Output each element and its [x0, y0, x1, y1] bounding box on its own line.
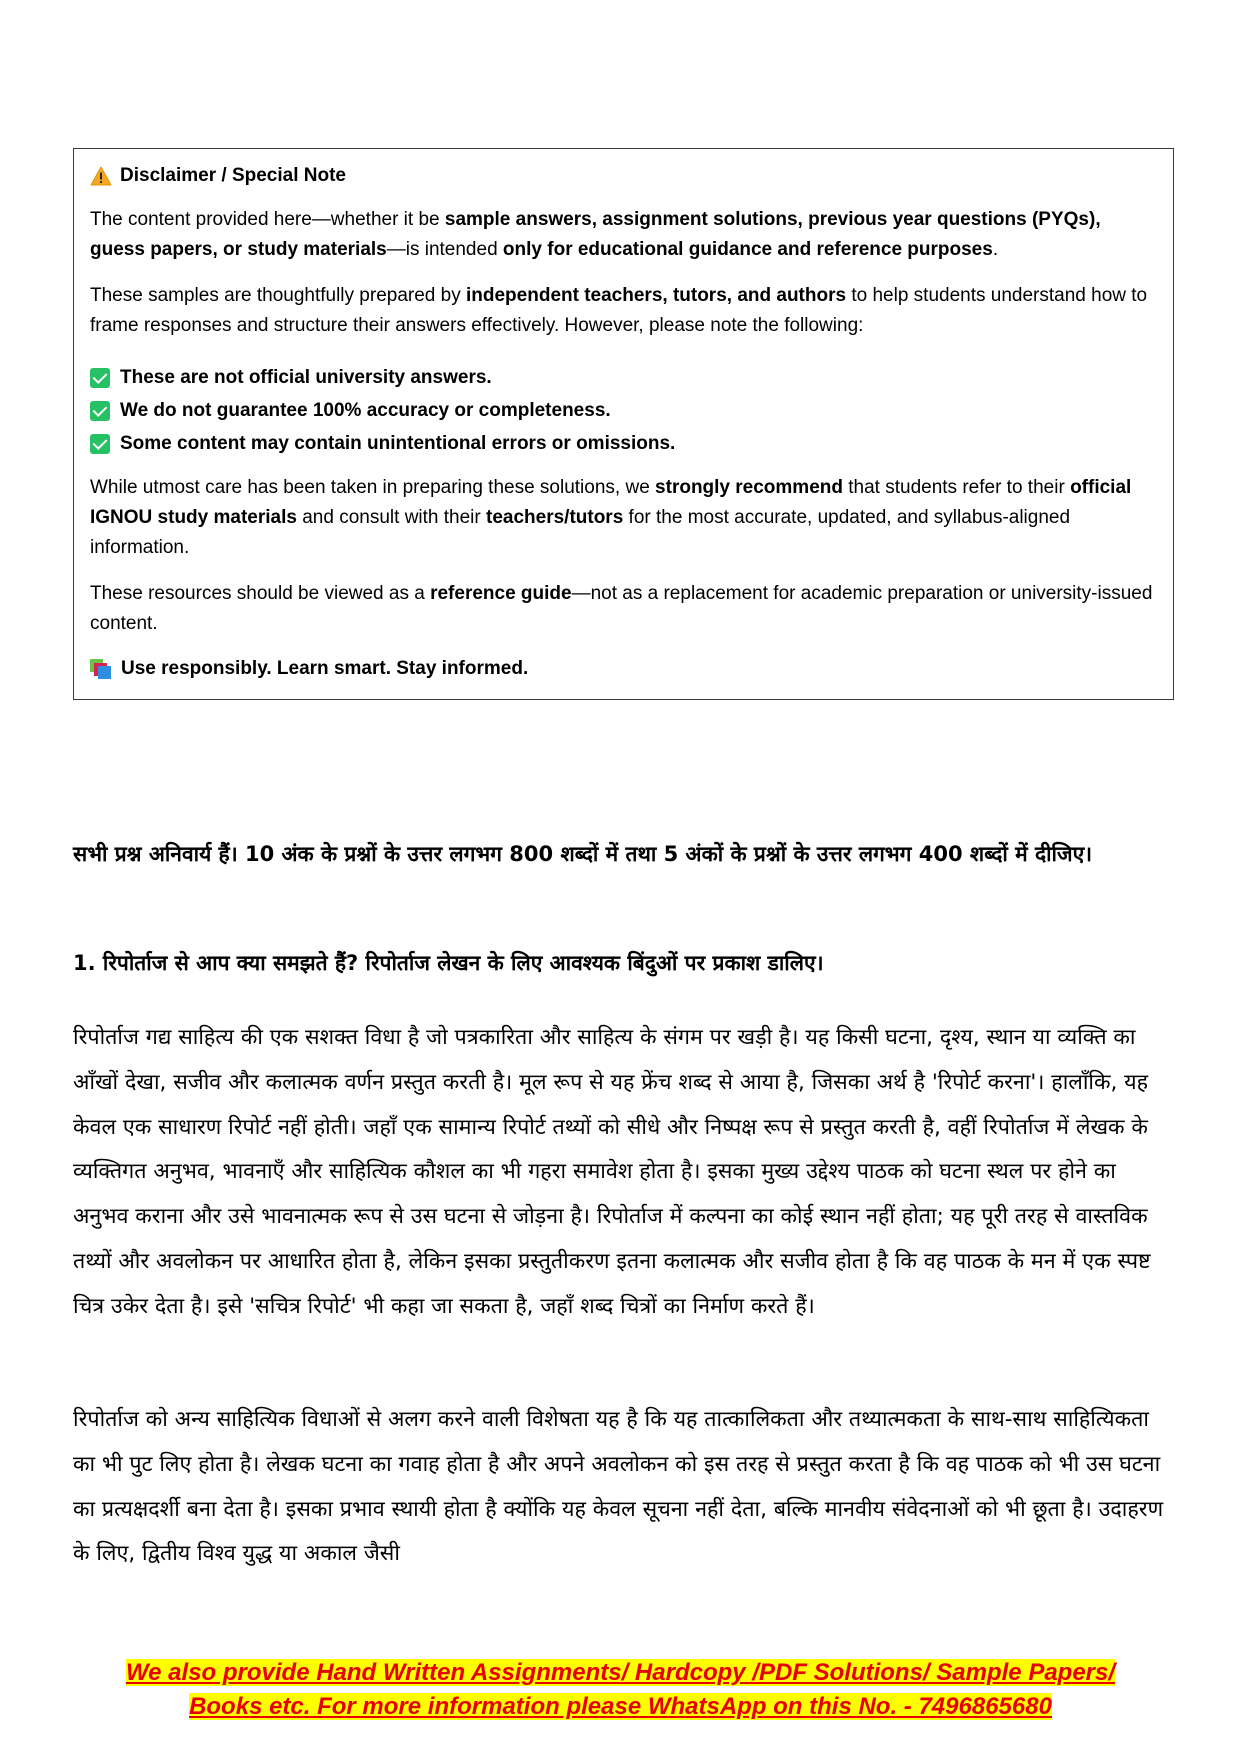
answer-paragraph-1: रिपोर्ताज गद्य साहित्य की एक सशक्त विधा है जो पत्रकारिता और साहित्य के संगम पर खड़ी है। यह किसी घटना, दृश्य, स्थान या व्यक्ति का आँखों देखा, सजीव और कलात्मक वर्णन प्रस्तुत करती है। मूल रूप से यह फ्रेंच शब्द से आया है, जिसका अर्थ है 'रिपोर्ट करना'। हालाँकि, यह केवल एक साधारण रिपोर्ट नहीं होती। जहाँ एक सामान्य रिपोर्ट तथ्यों को सीधे और निष्पक्ष रूप से प्रस्तुत करती है, वहीं रिपोर्ताज में लेखक के व्यक्तिगत अनुभव, भावनाएँ और साहित्यिक कौशल का भी गहरा समावेश होता है। इसका मुख्य उद्देश्य पाठक को घटना स्थल पर होने का अनुभव कराना और उसे भावनात्मक रूप से उस घटना से जोड़ना है। रिपोर्ताज में कल्पना का कोई स्थान नहीं होता; यह पूरी तरह से वास्तविक तथ्यों और अवलोकन पर आधारित होता है, लेकिन इसका प्रस्तुतीकरण इतना कलात्मक और सजीव होता है कि वह पाठक के मन में एक स्पष्ट चित्र उकेर देता है। इसे 'सचित्र रिपोर्ट' भी कहा जा सकता है, जहाँ शब्द चित्रों का निर्माण करते हैं। [73, 1025, 1151, 1319]
check-item-no-guarantee [90, 394, 1160, 427]
text-run: . [992, 239, 999, 260]
bold-text-run: reference guide [430, 583, 572, 604]
text-run: —not as a replacement for academic preparation or university-issued content. [90, 583, 1153, 634]
promo-banner [0, 1656, 1241, 1724]
bold-text-run: official IGNOU study materials [90, 477, 1132, 528]
bold-text-run: sample answers, assignment solutions, previous year questions (PYQs), guess papers, or study materials [90, 209, 1101, 260]
check-item-text: Some content may contain unintentional errors or omissions. [120, 432, 676, 454]
text-run: While utmost care has been taken in preparing these solutions, we [90, 477, 656, 498]
disclaimer-paragraph-reference-guide [90, 579, 1160, 639]
disclaimer-paragraph-prepared-by [90, 281, 1160, 341]
question-heading-1: 1. रिपोर्ताज से आप क्या समझते हैं? रिपोर्ताज लेखन के लिए आवश्यक बिंदुओं पर प्रकाश डालिए। [73, 951, 824, 975]
text-run: These samples are thoughtfully prepared by [90, 285, 466, 306]
answer-paragraph-2: रिपोर्ताज को अन्य साहित्यिक विधाओं से अलग करने वाली विशेषता यह है कि यह तात्कालिकता और तथ्यात्मकता के साथ-साथ साहित्यिकता का भी पुट लिए होता है। लेखक घटना का गवाह होता है और अपने अवलोकन को इस तरह से प्रस्तुत करता है कि वह पाठक को भी उस घटना का प्रत्यक्षदर्शी बना देता है। इसका प्रभाव स्थायी होता है क्योंकि यह केवल सूचना नहीं देता, बल्कि मानवीय संवेदनाओं को भी छूता है। उदाहरण के लिए, द्वितीय विश्व युद्ध या अकाल जैसी [73, 1407, 1164, 1567]
check-box-icon [90, 401, 110, 421]
bold-text-run: independent teachers, tutors, and authors [466, 285, 847, 306]
check-item-text: We do not guarantee 100% accuracy or completeness. [120, 399, 611, 421]
books-icon [90, 659, 112, 679]
text-run: —is intended [386, 239, 503, 260]
bold-text-run: teachers/tutors [486, 507, 624, 528]
check-item-not-official [90, 361, 1160, 394]
warning-icon [90, 166, 112, 186]
promo-line-1: We also provide Hand Written Assignments/ Hardcopy /PDF Solutions/ Sample Papers/ [125, 1659, 1116, 1686]
bold-text-run: strongly recommend [655, 477, 843, 498]
check-box-icon [90, 368, 110, 388]
text-run: and consult with their [296, 507, 486, 528]
text-run: These resources should be viewed as a [90, 583, 431, 604]
text-run: The content provided here—whether it be [90, 209, 445, 230]
disclaimer-title-text: Disclaimer / Special Note [120, 165, 346, 186]
exam-instructions: सभी प्रश्न अनिवार्य हैं। 10 अंक के प्रश्नों के उत्तर लगभग 800 शब्दों में तथा 5 अंकों के प्रश्नों के उत्तर लगभग 400 शब्दों में दीजिए। [73, 842, 1093, 866]
disclaimer-footer-text: Use responsibly. Learn smart. Stay informed. [121, 658, 529, 679]
check-item-errors [90, 427, 1160, 460]
disclaimer-footer [90, 658, 528, 680]
disclaimer-title [90, 163, 1157, 189]
check-box-icon [90, 434, 110, 454]
bold-text-run: only for educational guidance and reference purposes [502, 239, 993, 260]
disclaimer-paragraph-recommendation [90, 473, 1160, 563]
text-run: for the most accurate, updated, and syllabus-aligned information. [90, 507, 1071, 558]
text-run: that students refer to their [842, 477, 1071, 498]
check-item-text: These are not official university answers. [120, 366, 492, 388]
disclaimer-box [73, 148, 1174, 700]
disclaimer-check-list [90, 361, 1160, 460]
promo-line-2: Books etc. For more information please WhatsApp on this No. - 7496865680 [189, 1693, 1052, 1720]
text-run: to help students understand how to frame responses and structure their answers effectively. However, please note the following: [90, 285, 1148, 336]
disclaimer-paragraph-content-purpose [90, 205, 1160, 265]
